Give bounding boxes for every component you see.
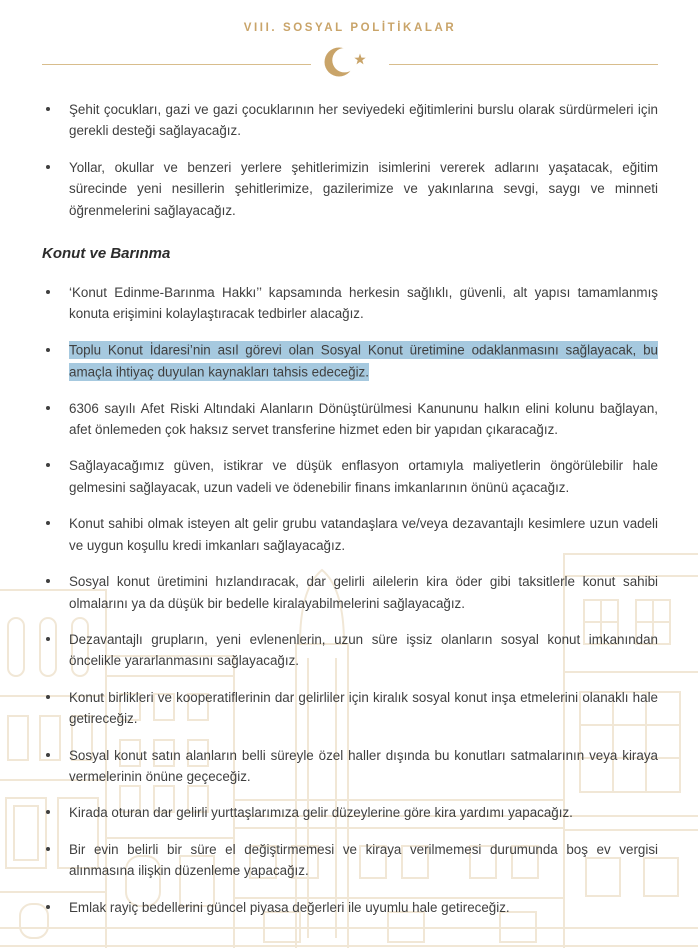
bullet-dot-icon — [46, 637, 50, 641]
bullet-text: Sosyal konut satın alanların belli süreyle özel haller dışında bu konutları satmalarının veya kiraya vermelerinin önüne geçeceğiz. — [69, 747, 658, 784]
bullet-text: Şehit çocukları, gazi ve gazi çocuklarının her seviyedeki eğitimlerini burslu olarak sürdürmeleri için gerekli desteği sağlayacağız. — [69, 102, 658, 139]
list-item — [42, 398, 658, 441]
bullet-dot-icon — [46, 107, 50, 111]
bullet-text: ‘Konut Edinme-Barınma Hakkı’’ kapsamında herkesin sağlıklı, güvenli, alt yapısı tamamlanmış konuta erişimini kolaylaştıracak tedbirler alacağız. — [69, 285, 658, 322]
bullet-text: Bir evin belirli bir süre el değiştirmemesi ve kiraya verilmemesi durumunda boş ev vergisi alınmasına ilişkin düzenleme yapacağız. — [69, 841, 658, 879]
list-item — [42, 571, 658, 614]
intro-bullet-list — [42, 99, 658, 221]
bullet-text — [69, 340, 658, 383]
divider-line-left — [42, 64, 311, 65]
list-item — [42, 513, 658, 556]
bullet-text: Konut birlikleri ve kooperatiflerinin dar gelirliler için kiralık sosyal konut inşa etmelerini olanaklı hale getireceğiz. — [69, 689, 658, 727]
list-item — [42, 897, 658, 918]
list-item — [42, 629, 658, 672]
housing-bullet-list — [42, 282, 658, 918]
bullet-dot-icon — [46, 695, 50, 699]
bullet-dot-icon — [46, 579, 50, 583]
list-item — [42, 455, 658, 498]
list-item — [42, 745, 658, 788]
divider-line-right — [389, 64, 658, 65]
bullet-dot-icon — [46, 406, 50, 410]
bullet-dot-icon — [46, 348, 50, 352]
list-item — [42, 839, 658, 882]
bullet-text: Yollar, okullar ve benzeri yerlere şehitlerimizin isimlerini vererek adlarını yaşatacak, eğitim sürecinde yeni nesillerin şehitlerimize, gazilerimize ve yakınlarına sevgi, saygı ve minneti öğrenmelerini sağlayacağız. — [69, 159, 658, 218]
highlighted-text: Toplu Konut İdaresi’nin asıl görevi olan Sosyal Konut üretimine odaklanmasını sağlayacak, bu amaçla ihtiyaç duyulan kaynakları tahsis edeceğiz. — [69, 342, 658, 380]
bullet-text: Sosyal konut üretimini hızlandıracak, dar gelirli ailelerin kira öder gibi taksitlerle konut sahibi olmalarını ya da düşük bir bedelle kiralayabilmelerini sağlayacağız. — [69, 574, 658, 611]
list-item-highlighted — [42, 340, 658, 383]
crescent-star-icon — [322, 44, 378, 85]
page-title: VIII. SOSYAL POLİTİKALAR — [243, 22, 457, 34]
list-item — [42, 99, 658, 142]
list-item — [42, 802, 658, 823]
bullet-dot-icon — [46, 521, 50, 525]
bullet-dot-icon — [46, 810, 50, 814]
bullet-text: 6306 sayılı Afet Riski Altındaki Alanların Dönüştürülmesi Kanununu halkın elini kolunu bağlayan, afet önlemeden çok haksız servet transferine hizmet eden bir yapıdan çıkaracağız. — [69, 400, 658, 438]
section-heading-konut-ve-barinma: Konut ve Barınma — [42, 245, 171, 263]
section-divider — [42, 46, 658, 82]
bullet-dot-icon — [46, 847, 50, 851]
page-header — [42, 22, 658, 82]
list-item — [42, 282, 658, 325]
bullet-text: Dezavantajlı grupların, yeni evlenenlerin, uzun süre işsiz olanların sosyal konut imkanından öncelikle yararlanmasını sağlayacağız. — [69, 631, 658, 669]
bullet-text: Konut sahibi olmak isteyen alt gelir grubu vatandaşlara ve/veya dezavantajlı kesimlere uzun vadeli ve uygun koşullu kredi imkanları sağlayacağız. — [69, 516, 658, 553]
bullet-text: Kirada oturan dar gelirli yurttaşlarımıza gelir düzeylerine göre kira yardımı yapacağız. — [69, 805, 573, 821]
bullet-dot-icon — [46, 463, 50, 467]
bullet-dot-icon — [46, 290, 50, 294]
list-item — [42, 687, 658, 730]
bullet-text: Emlak rayiç bedellerini güncel piyasa değerleri ile uyumlu hale getireceğiz. — [69, 899, 510, 915]
bullet-dot-icon — [46, 165, 50, 169]
list-item — [42, 157, 658, 221]
bullet-dot-icon — [46, 905, 50, 909]
bullet-dot-icon — [46, 753, 50, 757]
bullet-text: Sağlayacağımız güven, istikrar ve düşük enflasyon ortamıyla maliyetlerin öngörülebilir hale gelmesini sağlayacak, uzun vadeli ve ödenebilir finans imkanlarının önünü açacağız. — [69, 458, 658, 495]
